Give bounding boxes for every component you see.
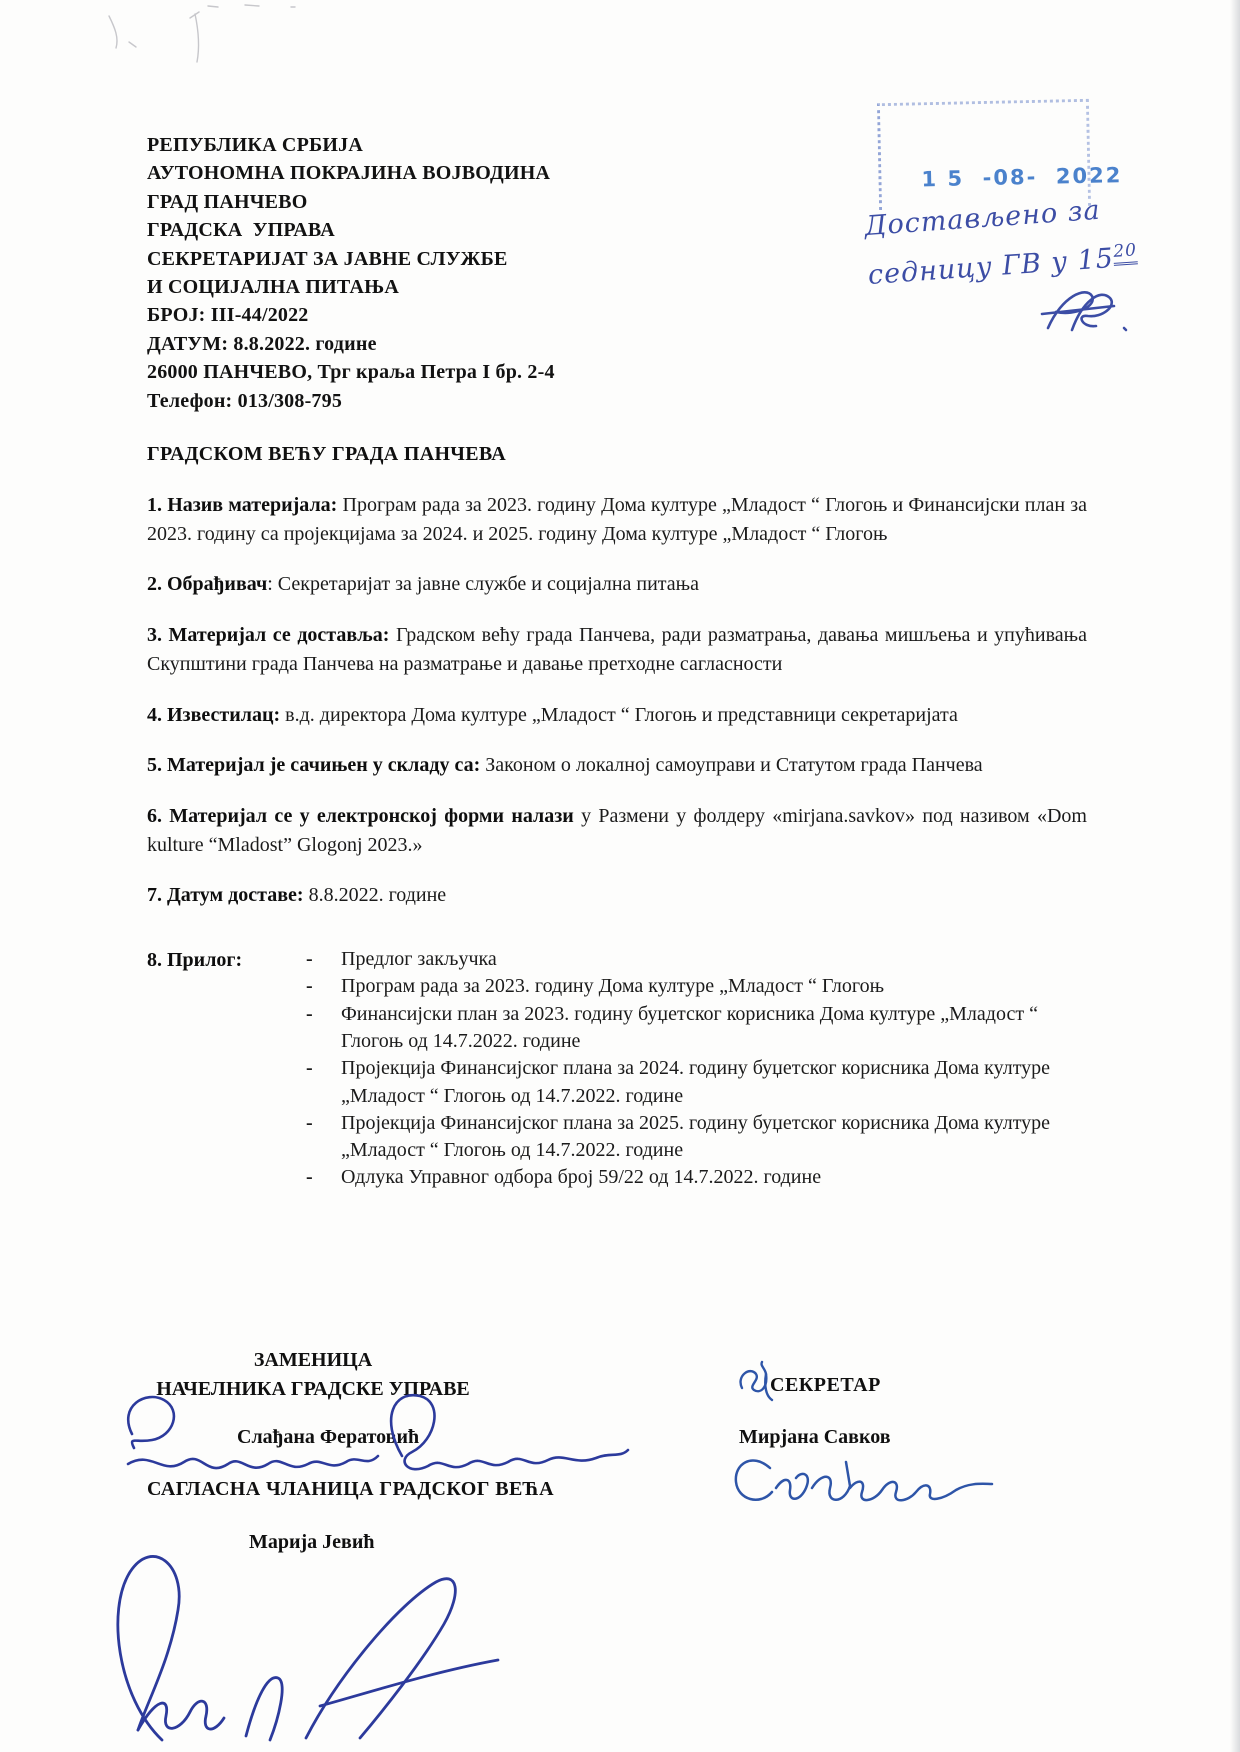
deputy-head-title: ЗАМЕНИЦА НАЧЕЛНИКА ГРАДСКЕ УПРАВЕ: [156, 1349, 470, 1400]
item-4-reporter: 4. Известилац: в.д. директора Дома културе „Младост “ Глогоњ и представници секретаријата: [147, 703, 958, 726]
feratovic-signature: [122, 1390, 632, 1490]
item-6-electronic-form: 6. Материјал се у електронској форми налази у Размени у фолдеру «mirjana.savkov» под називом «Dom kulture “Mladost” Glogonj 2023.»: [147, 804, 1087, 856]
document-body: [147, 491, 1087, 1192]
stamp-date: 1 5 -08- 2022: [921, 163, 1123, 192]
handwriting-superscript: 20: [1113, 240, 1138, 266]
letterhead-line-number: БРОЈ: III-44/2022: [147, 304, 309, 327]
council-member-name: Марија Јевић: [249, 1531, 375, 1553]
attachment-item: - Пројекција Финансијског плана за 2024. годину буџетског корисника Дома културе „Младост “ Глогоњ од 14.7.2022. године: [304, 1055, 1087, 1110]
pencil-marks: [95, 2, 315, 72]
letterhead-line-phone: Телефон: 013/308-795: [147, 389, 343, 412]
attachments-label: 8. Прилог:: [147, 949, 243, 972]
secretary-name: Мирјана Савков: [739, 1426, 891, 1448]
letterhead-line-city: ГРАД ПАНЧЕВО: [147, 190, 308, 213]
attachment-item: - Финансијски план за 2023. годину буџетског корисника Дома културе „Младост “ Глогоњ од 14.7.2022. године: [304, 1001, 1087, 1056]
letterhead-line-province: АУТОНОМНА ПОКРАЈИНА ВОЈВОДИНА: [147, 162, 551, 185]
handwriting-line1: Достављено за: [863, 194, 1102, 243]
letterhead-line-secretariat2: И СОЦИЈАЛНА ПИТАЊА: [147, 276, 399, 299]
council-member-title: САГЛАСНА ЧЛАНИЦА ГРАДСКОГ ВЕЋА: [147, 1478, 554, 1500]
deputy-head-name: Слађана Фератовић: [237, 1426, 420, 1448]
letterhead: [147, 131, 555, 415]
attachment-item: - Предлог закључка: [304, 946, 1087, 973]
jevic-signature: [106, 1548, 516, 1748]
item-1-material-name: 1. Назив материјала: Програм рада за 2023. годину Дома културе „Младост “ Глогоњ и Финансијски план за 2023. годину са пројекцијама за 2024. и 2025. годину Дома културе „Младост “ Глогоњ: [147, 494, 1087, 545]
item-3-delivered-to: 3. Материјал се доставља: Градском већу града Панчева, ради разматрања, давања мишљења и упућивања Скупштини града Панчева на разматрање и давање претходне сагласности: [147, 624, 1087, 675]
item-5-in-accordance-with: 5. Материјал је сачињен у складу са: Законом о локалној самоуправи и Статутом града Панчева: [147, 754, 983, 777]
scan-edge-shadow: [1230, 0, 1240, 1752]
item-2-processor: 2. Обрађивач: Секретаријат за јавне службе и социјална питања: [147, 573, 700, 596]
recipient-title: ГРАДСКОМ ВЕЋУ ГРАДА ПАНЧЕВА: [147, 443, 507, 465]
item-7-delivery-date: 7. Датум доставе: 8.8.2022. године: [147, 884, 447, 907]
attachment-item: - Програм рада за 2023. годину Дома културе „Младост “ Глогоњ: [304, 973, 1087, 1000]
attachment-item: - Пројекција Финансијског плана за 2025. годину буџетског корисника Дома културе „Младост “ Глогоњ од 14.7.2022. године: [304, 1110, 1087, 1165]
secretary-title: СЕКРЕТАР: [770, 1374, 881, 1396]
attachments-list: [304, 946, 1087, 1192]
handwriting-line2: седницу ГВ у $15^{20}$: [866, 240, 1138, 292]
handwritten-annotation: [863, 186, 1159, 297]
za-handwritten-mark: [734, 1360, 774, 1404]
savkov-signature: [730, 1452, 998, 1510]
initials-signature: [1036, 284, 1132, 336]
letterhead-line-country: РЕПУБЛИКА СРБИЈА: [147, 134, 364, 156]
letterhead-line-address: 26000 ПАНЧЕВО, Трг краља Петра I бр. 2-4: [147, 361, 555, 384]
letterhead-line-secretariat: СЕКРЕТАРИЈАТ ЗА ЈАВНЕ СЛУЖБЕ: [147, 247, 508, 270]
letterhead-line-date: ДАТУМ: 8.8.2022. године: [147, 332, 377, 355]
letterhead-line-administration: ГРАДСКА УПРАВА: [147, 219, 335, 242]
item-8-attachments: [147, 946, 1087, 1192]
attachment-item: - Одлука Управног одбора број 59/22 од 14.7.2022. године: [304, 1164, 1087, 1191]
